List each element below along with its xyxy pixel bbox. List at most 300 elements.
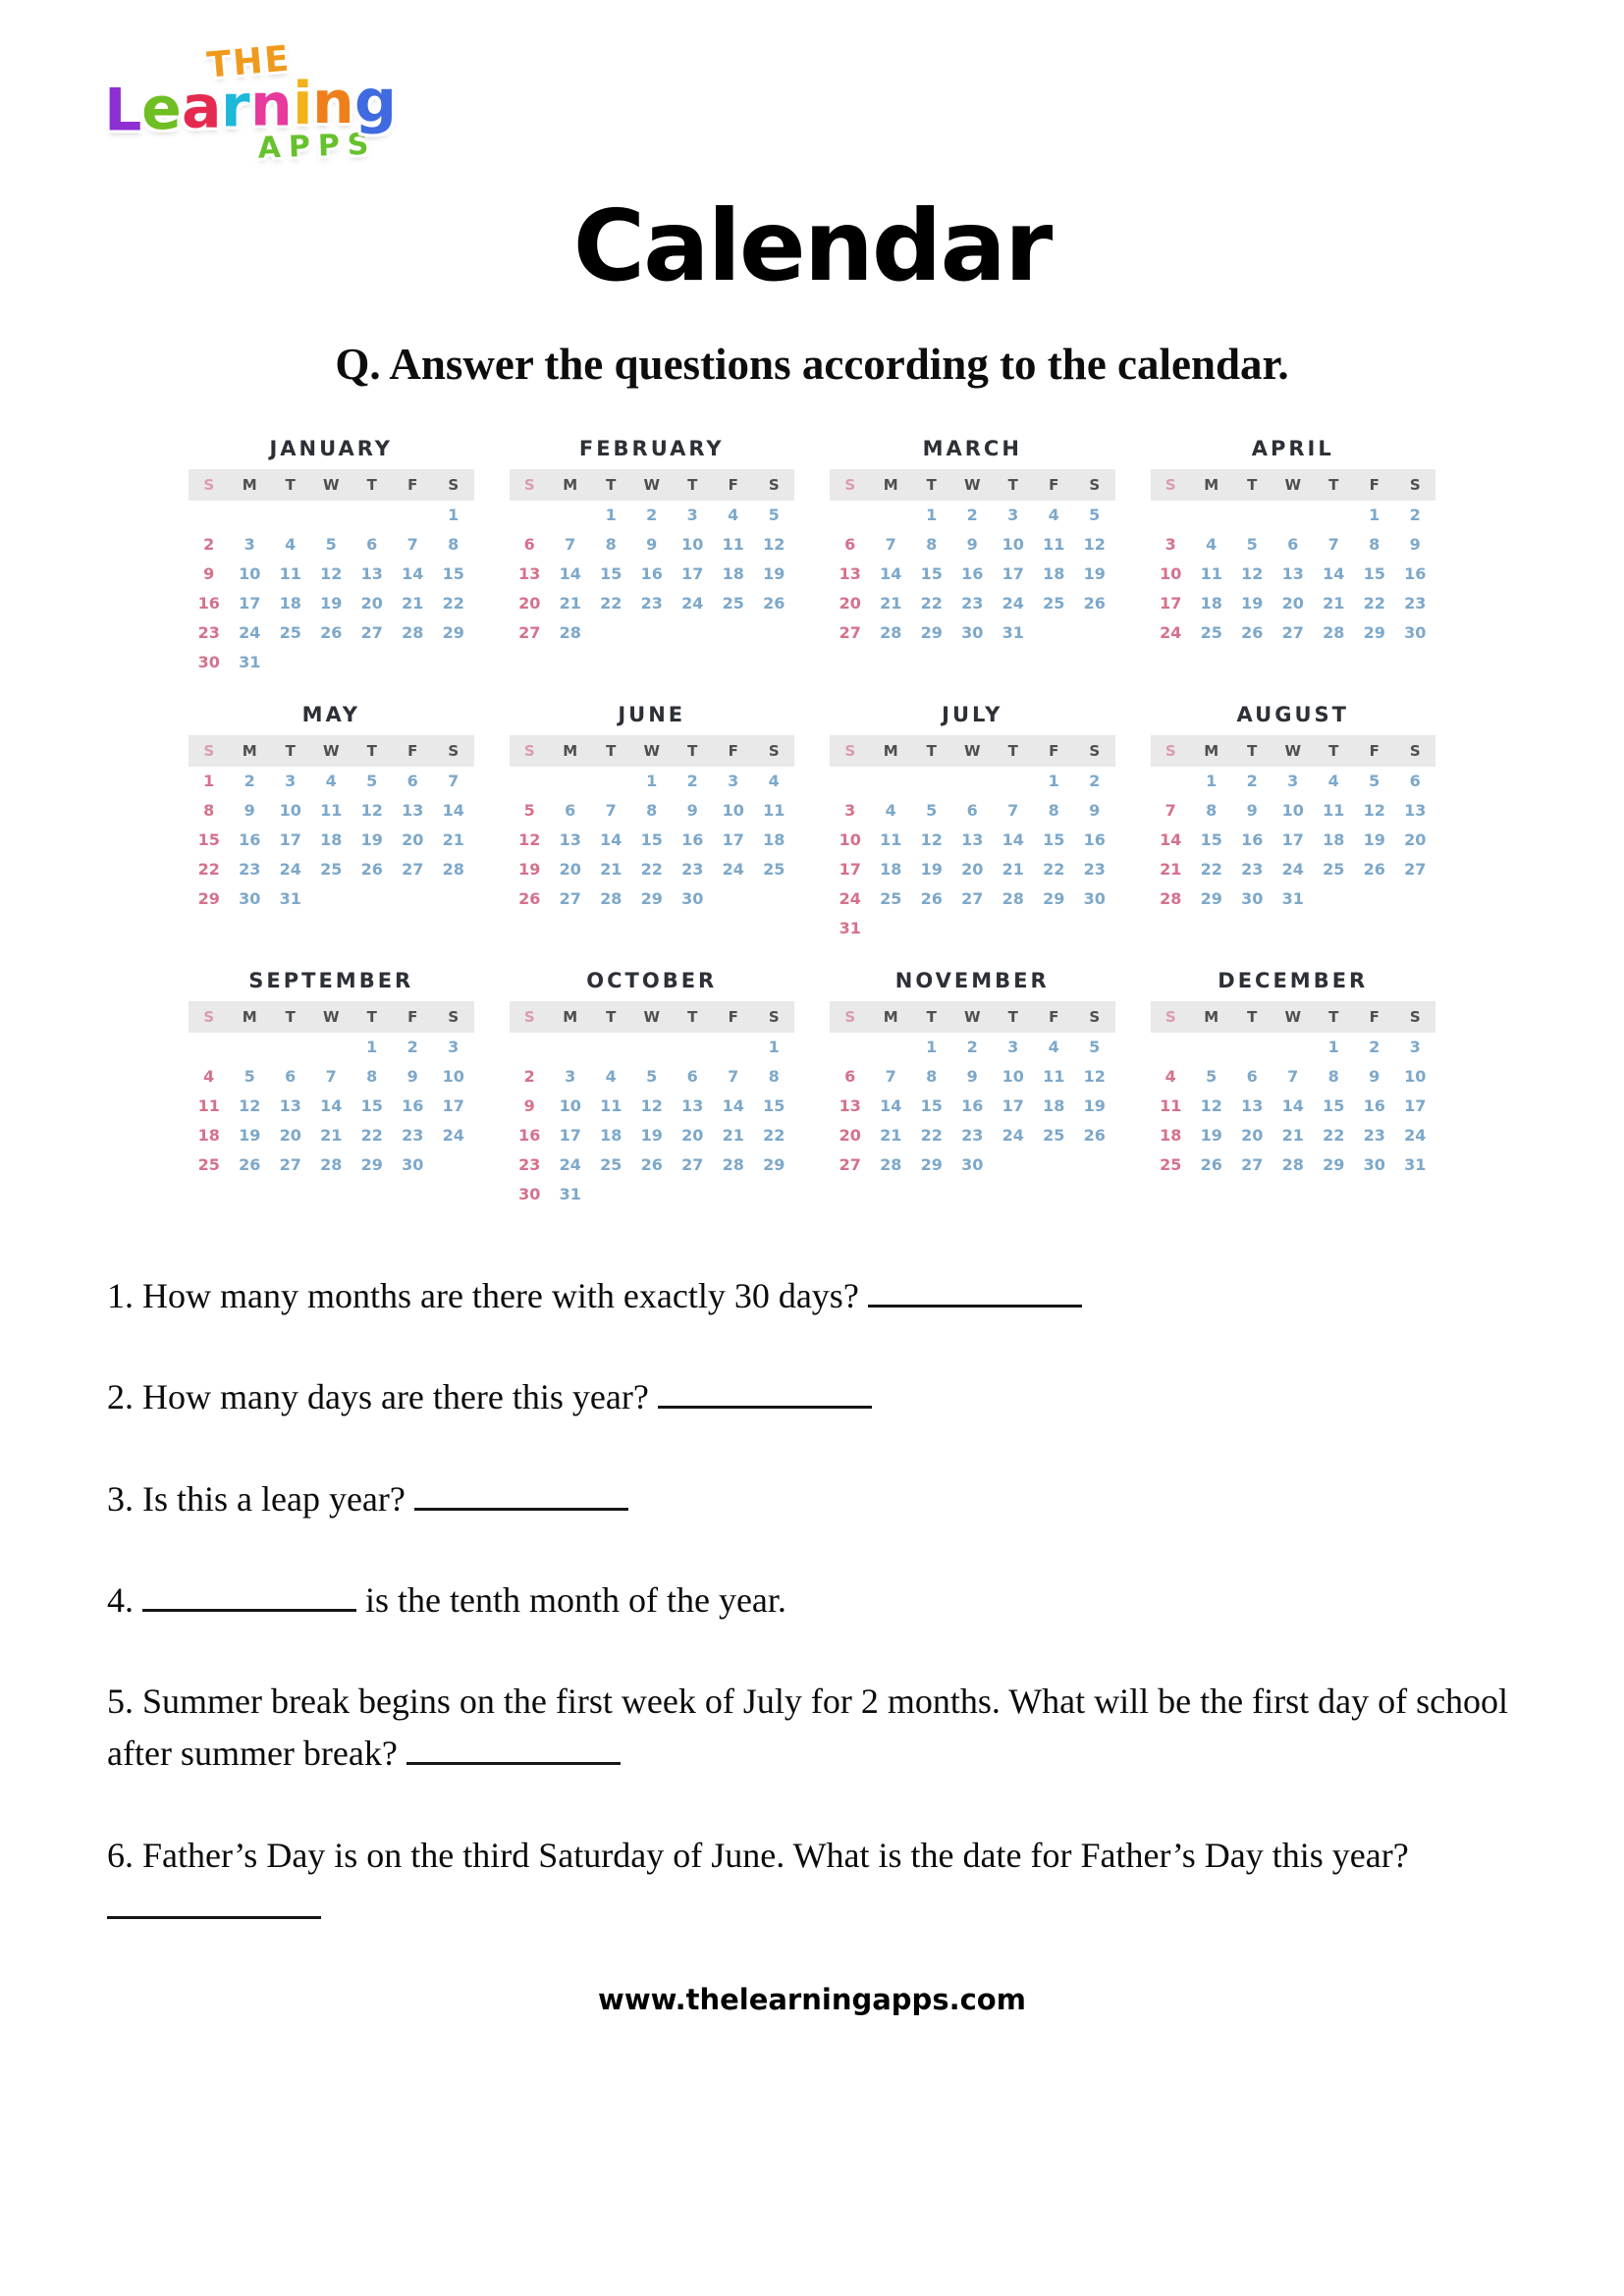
day-header-cell: T (1247, 742, 1258, 760)
month-title: SEPTEMBER (248, 969, 414, 992)
date-cell: 19 (920, 860, 943, 879)
date-cell: 1 (1206, 772, 1218, 790)
date-cell: 8 (605, 535, 617, 554)
dates-grid (830, 767, 1115, 943)
date-cell: 8 (1369, 535, 1380, 554)
date-cell: 26 (239, 1155, 261, 1174)
day-header-cell: S (1409, 1008, 1421, 1026)
date-cell: 19 (1363, 830, 1385, 849)
date-cell: 13 (1241, 1096, 1264, 1115)
date-cell: 13 (681, 1096, 704, 1115)
date-cell: 21 (1281, 1126, 1304, 1145)
dates-grid (189, 1033, 474, 1180)
question-text: 6. Father’s Day is on the third Saturday of June. What is the date for Father’s Day this year? (107, 1835, 1409, 1875)
date-cell: 21 (559, 594, 581, 613)
date-cell: 11 (320, 801, 343, 820)
date-cell: 3 (686, 506, 698, 524)
date-cell: 28 (880, 623, 902, 642)
day-header-row (1151, 1001, 1436, 1033)
day-header-cell: M (1204, 1008, 1219, 1026)
date-cell: 1 (926, 506, 938, 524)
date-cell: 20 (518, 594, 541, 613)
day-header-cell: W (963, 476, 981, 494)
date-cell: 15 (442, 564, 464, 583)
date-cell: 15 (360, 1096, 383, 1115)
day-header-cell: S (1409, 742, 1421, 760)
date-cell: 5 (768, 506, 780, 524)
day-header-cell: F (728, 742, 738, 760)
date-cell: 30 (1404, 623, 1427, 642)
date-cell: 9 (1089, 801, 1101, 820)
date-cell: 4 (1048, 1038, 1059, 1056)
page-title: Calendar (572, 188, 1052, 303)
date-cell: 7 (565, 535, 576, 554)
date-cell: 9 (406, 1067, 418, 1086)
date-cell: 2 (406, 1038, 418, 1056)
day-header-cell: F (728, 1008, 738, 1026)
date-cell: 18 (1043, 564, 1065, 583)
date-cell: 29 (920, 623, 943, 642)
dates-grid (189, 767, 474, 914)
date-cell: 20 (839, 594, 861, 613)
day-header-cell: S (768, 742, 780, 760)
date-cell: 24 (681, 594, 704, 613)
day-header-row (510, 1001, 795, 1033)
date-cell: 30 (1241, 889, 1264, 908)
date-cell: 5 (1369, 772, 1380, 790)
date-cell: 6 (966, 801, 978, 820)
day-header-cell: T (687, 742, 698, 760)
date-cell: 24 (239, 623, 261, 642)
date-cell: 15 (1363, 564, 1385, 583)
date-cell: 1 (203, 772, 215, 790)
date-cell: 17 (279, 830, 301, 849)
question-item (107, 1676, 1517, 1781)
date-cell: 25 (1323, 860, 1345, 879)
date-cell: 25 (197, 1155, 220, 1174)
date-cell: 21 (722, 1126, 744, 1145)
date-cell: 14 (1001, 830, 1024, 849)
month-title: AUGUST (1236, 703, 1349, 726)
dates-grid (830, 1033, 1115, 1180)
date-cell: 14 (320, 1096, 343, 1115)
month-title: MARCH (922, 437, 1022, 460)
date-cell: 6 (565, 801, 576, 820)
answer-blank-line (142, 1579, 356, 1612)
day-header-cell: S (1089, 476, 1101, 494)
month-february (510, 437, 795, 677)
logo-letter: g (354, 67, 397, 136)
logo-letter: L (104, 76, 142, 145)
date-cell: 15 (197, 830, 220, 849)
day-header-cell: M (883, 742, 898, 760)
date-cell: 26 (1083, 594, 1106, 613)
date-cell: 29 (442, 623, 464, 642)
date-cell: 28 (559, 623, 581, 642)
date-cell: 28 (1323, 623, 1345, 642)
date-cell: 16 (1363, 1096, 1385, 1115)
date-cell: 9 (523, 1096, 535, 1115)
date-cell: 23 (961, 594, 984, 613)
date-cell: 17 (839, 860, 861, 879)
dates-grid (189, 501, 474, 677)
date-cell: 28 (320, 1155, 343, 1174)
date-cell: 16 (1404, 564, 1427, 583)
date-cell: 9 (1369, 1067, 1380, 1086)
date-cell: 8 (768, 1067, 780, 1086)
date-cell: 10 (681, 535, 704, 554)
day-header-cell: M (242, 476, 257, 494)
date-cell: 30 (518, 1185, 541, 1203)
month-april (1151, 437, 1436, 677)
day-header-cell: S (203, 476, 215, 494)
month-july (830, 703, 1115, 943)
date-cell: 19 (1241, 594, 1264, 613)
month-title: OCTOBER (586, 969, 718, 992)
date-cell: 13 (518, 564, 541, 583)
date-cell: 14 (442, 801, 464, 820)
month-title: DECEMBER (1218, 969, 1369, 992)
date-cell: 30 (402, 1155, 424, 1174)
date-cell: 10 (442, 1067, 464, 1086)
day-header-cell: S (203, 1008, 215, 1026)
date-cell: 9 (646, 535, 658, 554)
date-cell: 9 (966, 535, 978, 554)
date-cell: 27 (961, 889, 984, 908)
date-cell: 3 (1287, 772, 1299, 790)
date-cell: 1 (926, 1038, 938, 1056)
footer-url: www.thelearningapps.com (598, 1983, 1026, 2017)
day-header-cell: F (407, 742, 418, 760)
date-cell: 11 (197, 1096, 220, 1115)
date-cell: 16 (681, 830, 704, 849)
date-cell: 11 (1043, 535, 1065, 554)
day-header-cell: T (285, 476, 296, 494)
date-cell: 8 (926, 535, 938, 554)
day-header-cell: T (366, 1008, 377, 1026)
date-cell: 15 (920, 564, 943, 583)
date-cell: 23 (961, 1126, 984, 1145)
date-cell: 29 (1200, 889, 1222, 908)
answer-blank-line (868, 1275, 1082, 1308)
date-cell: 20 (681, 1126, 704, 1145)
date-cell: 20 (559, 860, 581, 879)
date-cell: 12 (1083, 1067, 1106, 1086)
date-cell: 19 (320, 594, 343, 613)
date-cell: 10 (1001, 535, 1024, 554)
date-cell: 17 (1404, 1096, 1427, 1115)
date-cell: 19 (518, 860, 541, 879)
date-cell: 17 (1001, 1096, 1024, 1115)
date-cell: 8 (448, 535, 460, 554)
date-cell: 25 (1160, 1155, 1182, 1174)
date-cell: 29 (197, 889, 220, 908)
day-header-row (830, 735, 1115, 767)
date-cell: 11 (1200, 564, 1222, 583)
date-cell: 10 (279, 801, 301, 820)
date-cell: 12 (1241, 564, 1264, 583)
date-cell: 9 (966, 1067, 978, 1086)
day-header-cell: S (1164, 742, 1176, 760)
date-cell: 19 (763, 564, 785, 583)
date-cell: 30 (961, 1155, 984, 1174)
day-header-row (830, 1001, 1115, 1033)
date-cell: 10 (722, 801, 744, 820)
date-cell: 16 (197, 594, 220, 613)
date-cell: 22 (1363, 594, 1385, 613)
date-cell: 27 (360, 623, 383, 642)
date-cell: 28 (722, 1155, 744, 1174)
dates-grid (1151, 767, 1436, 914)
date-cell: 18 (1160, 1126, 1182, 1145)
date-cell: 12 (1363, 801, 1385, 820)
month-title: MAY (301, 703, 360, 726)
date-cell: 10 (559, 1096, 581, 1115)
question-text: 2. How many days are there this year? (107, 1377, 658, 1417)
date-cell: 29 (1323, 1155, 1345, 1174)
date-cell: 24 (1281, 860, 1304, 879)
date-cell: 2 (244, 772, 255, 790)
date-cell: 23 (239, 860, 261, 879)
date-cell: 20 (1404, 830, 1427, 849)
date-cell: 6 (406, 772, 418, 790)
date-cell: 27 (279, 1155, 301, 1174)
day-header-row (830, 469, 1115, 501)
day-header-cell: T (926, 476, 937, 494)
question-item (107, 1575, 1517, 1627)
date-cell: 22 (920, 1126, 943, 1145)
question-item (107, 1371, 1517, 1423)
logo-word-the: THE (205, 38, 293, 86)
date-cell: 12 (763, 535, 785, 554)
day-header-cell: S (1409, 476, 1421, 494)
date-cell: 17 (722, 830, 744, 849)
date-cell: 27 (1281, 623, 1304, 642)
date-cell: 29 (1363, 623, 1385, 642)
day-header-cell: S (448, 742, 460, 760)
date-cell: 27 (681, 1155, 704, 1174)
date-cell: 18 (880, 860, 902, 879)
date-cell: 27 (559, 889, 581, 908)
month-title: JANUARY (269, 437, 394, 460)
day-header-cell: M (563, 742, 578, 760)
date-cell: 21 (1160, 860, 1182, 879)
date-cell: 28 (880, 1155, 902, 1174)
date-cell: 13 (1281, 564, 1304, 583)
date-cell: 2 (1089, 772, 1101, 790)
day-header-cell: T (366, 476, 377, 494)
date-cell: 17 (442, 1096, 464, 1115)
month-title: JUNE (618, 703, 686, 726)
date-cell: 27 (518, 623, 541, 642)
date-cell: 10 (1001, 1067, 1024, 1086)
date-cell: 16 (640, 564, 663, 583)
day-header-cell: T (687, 476, 698, 494)
date-cell: 3 (1007, 506, 1019, 524)
date-cell: 21 (880, 594, 902, 613)
date-cell: 25 (1200, 623, 1222, 642)
date-cell: 23 (1083, 860, 1106, 879)
day-header-cell: M (1204, 476, 1219, 494)
date-cell: 24 (442, 1126, 464, 1145)
date-cell: 13 (559, 830, 581, 849)
date-cell: 26 (640, 1155, 663, 1174)
day-header-cell: T (1007, 1008, 1018, 1026)
day-header-cell: M (242, 742, 257, 760)
date-cell: 27 (839, 623, 861, 642)
date-cell: 5 (1089, 506, 1101, 524)
date-cell: 13 (402, 801, 424, 820)
date-cell: 13 (961, 830, 984, 849)
day-header-row (189, 735, 474, 767)
date-cell: 15 (763, 1096, 785, 1115)
date-cell: 3 (244, 535, 255, 554)
date-cell: 13 (839, 1096, 861, 1115)
date-cell: 30 (239, 889, 261, 908)
date-cell: 4 (203, 1067, 215, 1086)
date-cell: 5 (646, 1067, 658, 1086)
date-cell: 3 (565, 1067, 576, 1086)
date-cell: 9 (203, 564, 215, 583)
date-cell: 2 (966, 1038, 978, 1056)
date-cell: 28 (600, 889, 623, 908)
question-text: 3. Is this a leap year? (107, 1478, 414, 1519)
date-cell: 10 (839, 830, 861, 849)
day-header-cell: M (1204, 742, 1219, 760)
date-cell: 13 (839, 564, 861, 583)
date-cell: 10 (1404, 1067, 1427, 1086)
date-cell: 19 (640, 1126, 663, 1145)
date-cell: 22 (1323, 1126, 1345, 1145)
date-cell: 4 (1206, 535, 1218, 554)
answer-blank-line (406, 1733, 621, 1765)
date-cell: 29 (1043, 889, 1065, 908)
date-cell: 3 (448, 1038, 460, 1056)
date-cell: 7 (1164, 801, 1176, 820)
date-cell: 4 (768, 772, 780, 790)
day-header-cell: F (1049, 476, 1059, 494)
date-cell: 6 (1246, 1067, 1258, 1086)
day-header-cell: F (728, 476, 738, 494)
day-header-cell: T (285, 742, 296, 760)
date-cell: 31 (1001, 623, 1024, 642)
date-cell: 28 (1160, 889, 1182, 908)
date-cell: 23 (197, 623, 220, 642)
month-title: FEBRUARY (578, 437, 725, 460)
date-cell: 5 (244, 1067, 255, 1086)
date-cell: 25 (600, 1155, 623, 1174)
day-header-cell: S (1089, 1008, 1101, 1026)
date-cell: 11 (600, 1096, 623, 1115)
month-title: JULY (942, 703, 1003, 726)
date-cell: 30 (961, 623, 984, 642)
date-cell: 22 (920, 594, 943, 613)
answer-blank-line (658, 1376, 872, 1409)
date-cell: 20 (360, 594, 383, 613)
day-header-cell: T (1247, 476, 1258, 494)
date-cell: 17 (1160, 594, 1182, 613)
date-cell: 11 (1323, 801, 1345, 820)
date-cell: 31 (279, 889, 301, 908)
date-cell: 24 (1404, 1126, 1427, 1145)
month-january (189, 437, 474, 677)
date-cell: 27 (402, 860, 424, 879)
day-header-cell: S (1164, 1008, 1176, 1026)
date-cell: 16 (1083, 830, 1106, 849)
date-cell: 14 (402, 564, 424, 583)
date-cell: 14 (559, 564, 581, 583)
date-cell: 7 (728, 1067, 739, 1086)
date-cell: 17 (239, 594, 261, 613)
day-header-cell: F (1369, 742, 1380, 760)
date-cell: 9 (244, 801, 255, 820)
day-header-cell: S (844, 1008, 856, 1026)
date-cell: 28 (1281, 1155, 1304, 1174)
date-cell: 3 (1007, 1038, 1019, 1056)
date-cell: 11 (722, 535, 744, 554)
date-cell: 4 (728, 506, 739, 524)
day-header-cell: T (1007, 476, 1018, 494)
date-cell: 1 (1369, 506, 1380, 524)
day-header-cell: S (1089, 742, 1101, 760)
date-cell: 29 (920, 1155, 943, 1174)
date-cell: 20 (279, 1126, 301, 1145)
date-cell: 12 (1083, 535, 1106, 554)
logo-letter: a (182, 74, 222, 143)
date-cell: 25 (763, 860, 785, 879)
dates-grid (830, 501, 1115, 648)
dates-grid (1151, 1033, 1436, 1180)
date-cell: 20 (961, 860, 984, 879)
month-september (189, 969, 474, 1209)
date-cell: 3 (1409, 1038, 1421, 1056)
logo-letter: n (250, 71, 293, 140)
date-cell: 12 (920, 830, 943, 849)
date-cell: 25 (880, 889, 902, 908)
date-cell: 1 (1327, 1038, 1339, 1056)
date-cell: 17 (559, 1126, 581, 1145)
date-cell: 25 (279, 623, 301, 642)
date-cell: 18 (320, 830, 343, 849)
logo-word-learning (97, 67, 404, 145)
date-cell: 30 (197, 653, 220, 671)
date-cell: 8 (1206, 801, 1218, 820)
date-cell: 6 (686, 1067, 698, 1086)
day-header-cell: W (643, 1008, 661, 1026)
date-cell: 26 (320, 623, 343, 642)
date-cell: 24 (1160, 623, 1182, 642)
date-cell: 13 (360, 564, 383, 583)
date-cell: 4 (885, 801, 896, 820)
date-cell: 31 (559, 1185, 581, 1203)
day-header-cell: S (523, 742, 535, 760)
date-cell: 30 (1363, 1155, 1385, 1174)
day-header-cell: S (448, 476, 460, 494)
day-header-cell: T (1247, 1008, 1258, 1026)
question-text: 1. How many months are there with exactly 30 days? (107, 1276, 868, 1315)
date-cell: 24 (722, 860, 744, 879)
date-cell: 8 (926, 1067, 938, 1086)
date-cell: 20 (1281, 594, 1304, 613)
date-cell: 14 (722, 1096, 744, 1115)
dates-grid (1151, 501, 1436, 648)
month-title: APRIL (1251, 437, 1334, 460)
date-cell: 26 (518, 889, 541, 908)
date-cell: 23 (402, 1126, 424, 1145)
date-cell: 23 (1241, 860, 1264, 879)
month-november (830, 969, 1115, 1209)
logo-letter: r (221, 72, 251, 141)
